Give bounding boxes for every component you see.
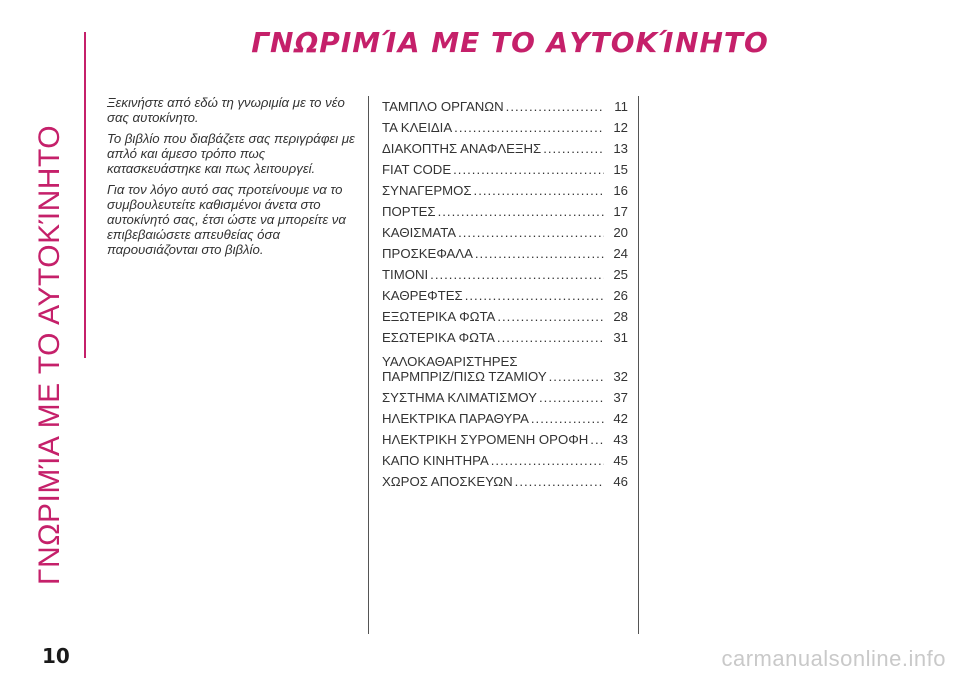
toc-entry-label: ΣΥΣΤΗΜΑ ΚΛΙΜΑΤΙΣΜΟΥ: [382, 390, 537, 405]
toc-leader-dots: [430, 267, 604, 282]
toc-entry[interactable]: [382, 345, 628, 384]
toc-entry[interactable]: [382, 426, 628, 447]
toc-entry[interactable]: [382, 240, 628, 261]
toc-entry-page: 43: [613, 432, 628, 447]
toc-entry-page: 28: [613, 309, 628, 324]
toc-entry-page: 42: [613, 411, 628, 426]
side-accent-rule: [84, 32, 86, 358]
toc-entry[interactable]: [382, 261, 628, 282]
toc-leader-dots: [465, 288, 604, 303]
toc-entry[interactable]: [382, 114, 628, 135]
toc-entry[interactable]: [382, 198, 628, 219]
toc-entry-label: ΚΑΠΟ ΚΙΝΗΤΗΡΑ: [382, 453, 489, 468]
toc-entry[interactable]: [382, 156, 628, 177]
toc-leader-dots: [474, 183, 604, 198]
toc-entry-page: 37: [613, 390, 628, 405]
toc-entry[interactable]: [382, 384, 628, 405]
side-tab-label: ΓΝΩΡΙΜΊΑ ΜΕ ΤΟ ΑΥΤΟΚΊΝΗΤΟ: [33, 124, 66, 586]
table-of-contents: [382, 93, 628, 489]
toc-leader-dots: [497, 330, 604, 345]
toc-entry-label: ΗΛΕΚΤΡΙΚΗ ΣΥΡΟΜΕΝΗ ΟΡΟΦΗ: [382, 432, 589, 447]
toc-entry-label: ΤΙΜΟΝΙ: [382, 267, 429, 282]
toc-entry-label: ΕΞΩΤΕΡΙΚΑ ΦΩΤΑ: [382, 309, 496, 324]
toc-entry-page: 13: [613, 141, 628, 156]
toc-entry-page: 45: [613, 453, 628, 468]
column-divider-left: [368, 96, 369, 634]
toc-entry-page: 12: [613, 120, 628, 135]
toc-leader-dots: [458, 225, 604, 240]
toc-entry-label: ΕΣΩΤΕΡΙΚΑ ΦΩΤΑ: [382, 330, 495, 345]
toc-entry[interactable]: [382, 447, 628, 468]
toc-entry-page: 11: [614, 99, 628, 114]
toc-leader-dots: [549, 369, 604, 384]
toc-entry-label: FIAT CODE: [382, 162, 452, 177]
toc-entry-page: 46: [613, 474, 628, 489]
toc-entry-label: ΠΟΡΤΕΣ: [382, 204, 436, 219]
toc-entry-page: 25: [613, 267, 628, 282]
toc-entry[interactable]: [382, 177, 628, 198]
intro-paragraph: Για τον λόγο αυτό σας προτείνουμε να το συμβουλευτείτε καθισμένοι άνετα στο αυτοκίνητό σας, έτσι ώστε να μπορείτε να επιβεβαιώσετε απευθείας όσα παρουσιάζονται στο βιβλίο.: [107, 182, 346, 257]
toc-leader-dots: [531, 411, 604, 426]
toc-entry-page: 32: [613, 369, 628, 384]
toc-entry[interactable]: [382, 303, 628, 324]
toc-entry-page: 31: [613, 330, 628, 345]
toc-entry[interactable]: [382, 219, 628, 240]
toc-entry-label: ΧΩΡΟΣ ΑΠΟΣΚΕΥΩΝ: [382, 474, 513, 489]
toc-entry-label: ΣΥΝΑΓΕΡΜΟΣ: [382, 183, 472, 198]
toc-entry-page: 16: [613, 183, 628, 198]
intro-paragraph: Το βιβλίο που διαβάζετε σας περιγράφει με απλό και άμεσο τρόπο πως κατασκευάστηκε και πως λειτουργεί.: [107, 131, 355, 176]
toc-entry-label: ΠΡΟΣΚΕΦΑΛΑ: [382, 246, 473, 261]
toc-entry[interactable]: [382, 324, 628, 345]
intro-text: [107, 95, 355, 263]
toc-entry-label: [382, 354, 547, 384]
intro-paragraph: Ξεκινήστε από εδώ τη γνωριμία με το νέο σας αυτοκίνητο.: [107, 95, 345, 125]
toc-entry-label-line1: ΥΑΛΟΚΑΘΑΡΙΣΤΗΡΕΣ: [382, 354, 518, 369]
toc-entry-label: ΚΑΘΙΣΜΑΤΑ: [382, 225, 457, 240]
toc-leader-dots: [539, 390, 604, 405]
toc-entry-label: ΔΙΑΚΟΠΤΗΣ ΑΝΑΦΛΕΞΗΣ: [382, 141, 542, 156]
toc-entry[interactable]: [382, 468, 628, 489]
page-number: 10: [42, 644, 70, 668]
column-divider-right: [638, 96, 639, 634]
toc-entry[interactable]: [382, 135, 628, 156]
toc-entry[interactable]: [382, 405, 628, 426]
toc-leader-dots: [543, 141, 604, 156]
toc-entry-page: 17: [613, 204, 628, 219]
toc-entry-page: 26: [613, 288, 628, 303]
toc-entry-page: 24: [613, 246, 628, 261]
page-title: ΓΝΩΡΙΜΊΑ ΜΕ ΤΟ ΑΥΤΟΚΊΝΗΤΟ: [251, 26, 769, 59]
toc-leader-dots: [438, 204, 604, 219]
toc-entry[interactable]: [382, 282, 628, 303]
toc-leader-dots: [590, 432, 604, 447]
toc-entry-page: 20: [613, 225, 628, 240]
toc-leader-dots: [506, 99, 604, 114]
toc-leader-dots: [497, 309, 604, 324]
watermark-text: carmanualsonline.info: [721, 646, 946, 671]
toc-entry-label: ΗΛΕΚΤΡΙΚΑ ΠΑΡΑΘΥΡΑ: [382, 411, 529, 426]
toc-leader-dots: [454, 120, 604, 135]
toc-leader-dots: [475, 246, 604, 261]
toc-leader-dots: [515, 474, 604, 489]
toc-entry-label: ΚΑΘΡΕΦΤΕΣ: [382, 288, 463, 303]
toc-leader-dots: [453, 162, 604, 177]
toc-entry-label-line2: ΠΑΡΜΠΡΙΖ/ΠΙΣΩ ΤΖΑΜΙΟΥ: [382, 369, 547, 384]
toc-entry-label: ΤΑΜΠΛΟ ΟΡΓΑΝΩΝ: [382, 99, 504, 114]
toc-entry-label: ΤΑ ΚΛΕΙΔΙΑ: [382, 120, 453, 135]
toc-leader-dots: [491, 453, 604, 468]
toc-entry-page: 15: [613, 162, 628, 177]
toc-entry[interactable]: [382, 93, 628, 114]
